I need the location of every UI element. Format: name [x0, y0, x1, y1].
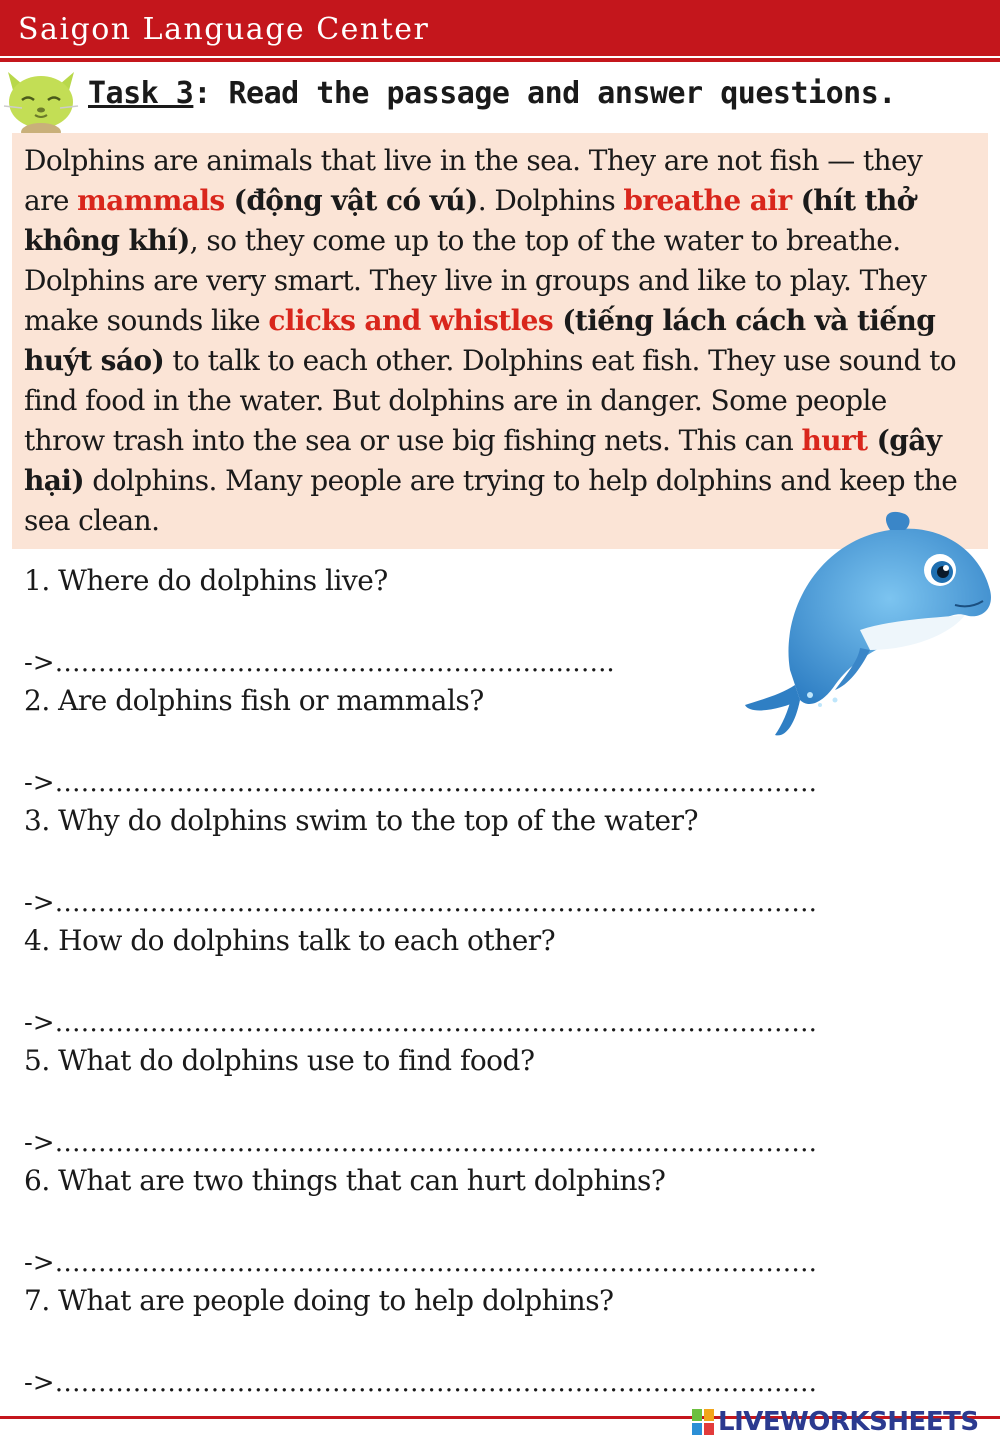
gloss-hurt: (gây hại): [24, 424, 942, 497]
answer-line-5[interactable]: ->…………………………………………………………………………….: [24, 1128, 817, 1158]
task-label: Task 3: [88, 76, 194, 111]
term-breathe-air: breathe air: [623, 184, 792, 217]
answer-line-4[interactable]: ->…………………………………………………………………………….: [24, 1008, 817, 1038]
passage-part-3: , so they come up to the top of the water to breathe. Dolphins are very smart. They live in groups and like to play. They make sounds like: [24, 224, 927, 337]
answer-line-7[interactable]: ->…………………………………………………………………………….: [24, 1368, 817, 1398]
answer-line-1[interactable]: ->………………………………………………......…..: [24, 648, 615, 678]
question-1: 1. Where do dolphins live?: [24, 564, 388, 597]
reading-passage: [12, 133, 988, 549]
term-mammals: mammals: [77, 184, 225, 217]
question-5: 5. What do dolphins use to find food?: [24, 1044, 535, 1077]
question-7: 7. What are people doing to help dolphins?: [24, 1284, 614, 1317]
gloss-mammals: (động vật có vú): [224, 184, 478, 217]
task-instruction: : Read the passage and answer questions.: [193, 76, 896, 111]
answer-line-6[interactable]: ->…………………………………………………………………………….: [24, 1248, 817, 1278]
header-title: Saigon Language Center: [18, 12, 430, 47]
passage-part-4: to talk to each other. Dolphins eat fish. They use sound to find food in the water. But dolphins are in danger. Some people throw trash into the sea or use big fishing nets. This can: [24, 344, 957, 457]
liveworksheets-logo-icon: [692, 1409, 714, 1435]
term-hurt: hurt: [801, 424, 868, 457]
passage-part-2: . Dolphins: [477, 184, 624, 217]
answer-line-2[interactable]: ->…………………………………………………………………………….: [24, 768, 817, 798]
question-4: 4. How do dolphins talk to each other?: [24, 924, 556, 957]
watermark-text: LIVEWORKSHEETS: [718, 1407, 979, 1437]
question-6: 6. What are two things that can hurt dolphins?: [24, 1164, 666, 1197]
passage-part-5: dolphins. Many people are trying to help dolphins and keep the sea clean.: [24, 464, 958, 537]
passage-part-1: Dolphins are animals that live in the sea. They are not fish — they are: [24, 144, 923, 217]
answer-line-3[interactable]: ->…………………………………………………………………………….: [24, 888, 817, 918]
header-rule: [0, 58, 1000, 62]
passage-text: [24, 141, 974, 541]
dolphin-illustration: [740, 500, 998, 740]
liveworksheets-watermark: [692, 1404, 979, 1440]
question-3: 3. Why do dolphins swim to the top of the water?: [24, 804, 698, 837]
question-2: 2. Are dolphins fish or mammals?: [24, 684, 484, 717]
term-clicks-whistles: clicks and whistles: [268, 304, 554, 337]
gloss-clicks-whistles: (tiếng lách cách và tiếng huýt sáo): [24, 304, 936, 377]
header-bar: [0, 0, 1000, 56]
cat-mascot-icon: [0, 64, 82, 142]
task-title: [88, 76, 896, 111]
gloss-breathe-air: (hít thở không khí): [24, 184, 915, 257]
